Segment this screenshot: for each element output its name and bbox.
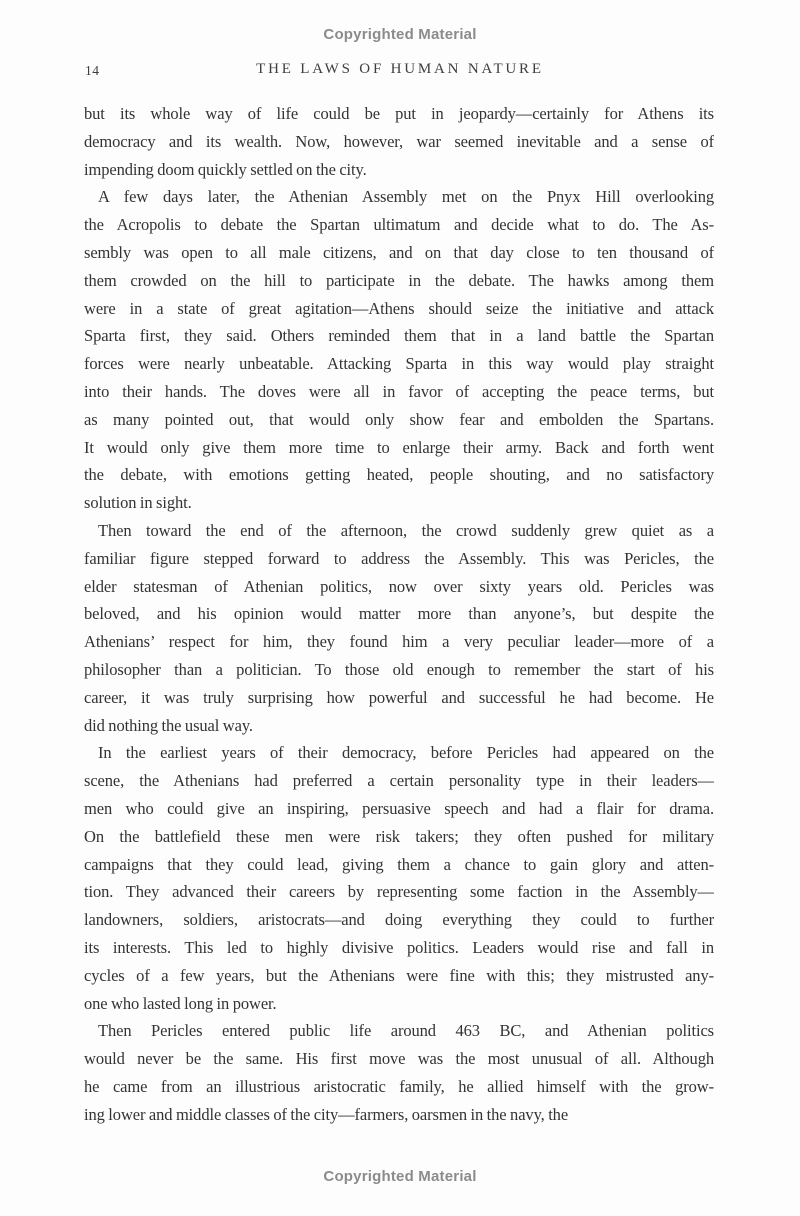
text-line: he came from an illustrious aristocratic family, he allied himself with the grow- [84,1076,714,1096]
text-line: A few days later, the Athenian Assembly met on the Pnyx Hill overlooking [98,187,714,207]
text-line: career, it was truly surprising how powerful and successful he had become. He [84,687,714,707]
text-line: sembly was open to all male citizens, and on that day close to ten thousand of [84,242,714,262]
text-line: would never be the same. His first move was the most unusual of all. Although [84,1049,714,1069]
text-line: It would only give them more time to enlarge their army. Back and forth went [84,437,714,457]
text-line: Then Pericles entered public life around 463 BC, and Athenian politics [98,1021,714,1041]
text-line: them crowded on the hill to participate in the debate. The hawks among them [84,270,714,290]
body-text [84,100,714,1128]
text-line: Then toward the end of the afternoon, the crowd suddenly grew quiet as a [98,520,714,540]
text-line: landowners, soldiers, aristocrats—and doing everything they could to further [84,910,714,930]
copyright-banner-top: Copyrighted Material [323,26,477,43]
text-line: cycles of a few years, but the Athenians were fine with this; they mistrusted any- [84,965,714,985]
text-line: scene, the Athenians had preferred a certain personality type in their leaders— [84,771,714,791]
text-line: did nothing the usual way. [84,715,253,735]
text-line: one who lasted long in power. [84,993,277,1013]
text-line: Sparta first, they said. Others reminded them that in a land battle the Spartan [84,326,714,346]
text-line: campaigns that they could lead, giving them a chance to gain glory and atten- [84,854,714,874]
text-line: familiar figure stepped forward to address the Assembly. This was Pericles, the [84,548,714,568]
text-line: solution in sight. [84,493,192,513]
running-header [0,61,800,81]
copyright-banner-bottom: Copyrighted Material [323,1168,477,1185]
book-title: THE LAWS OF HUMAN NATURE [256,61,544,77]
text-line: men who could give an inspiring, persuasive speech and had a flair for drama. [84,798,714,818]
text-line: were in a state of great agitation—Athens should seize the initiative and attack [84,298,714,318]
text-line: In the earliest years of their democracy, before Pericles had appeared on the [98,743,714,763]
text-line: impending doom quickly settled on the city. [84,159,367,179]
text-line: Athenians’ respect for him, they found him a very peculiar leader—more of a [84,632,714,652]
text-line: tion. They advanced their careers by representing some faction in the Assembly— [84,882,714,902]
text-line: beloved, and his opinion would matter more than anyone’s, but despite the [84,604,714,624]
text-line: ing lower and middle classes of the city—farmers, oarsmen in the navy, the [84,1104,569,1124]
text-line: the debate, with emotions getting heated, people shouting, and no satisfactory [84,465,714,485]
text-line: as many pointed out, that would only show fear and embolden the Spartans. [84,409,714,429]
text-line: but its whole way of life could be put in jeopardy—certainly for Athens its [84,104,714,123]
text-line: the Acropolis to debate the Spartan ultimatum and decide what to do. The As- [84,215,714,235]
text-line: into their hands. The doves were all in favor of accepting the peace terms, but [84,381,714,401]
text-line: democracy and its wealth. Now, however, war seemed inevitable and a sense of [84,131,714,151]
text-line: its interests. This led to highly divisive politics. Leaders would rise and fall in [84,937,714,957]
text-line: On the battlefield these men were risk takers; they often pushed for military [84,826,714,846]
text-line: philosopher than a politician. To those old enough to remember the start of his [84,659,714,679]
text-line: forces were nearly unbeatable. Attacking Sparta in this way would play straight [84,354,714,374]
page-number: 14 [85,63,100,78]
text-line: elder statesman of Athenian politics, now over sixty years old. Pericles was [84,576,714,596]
